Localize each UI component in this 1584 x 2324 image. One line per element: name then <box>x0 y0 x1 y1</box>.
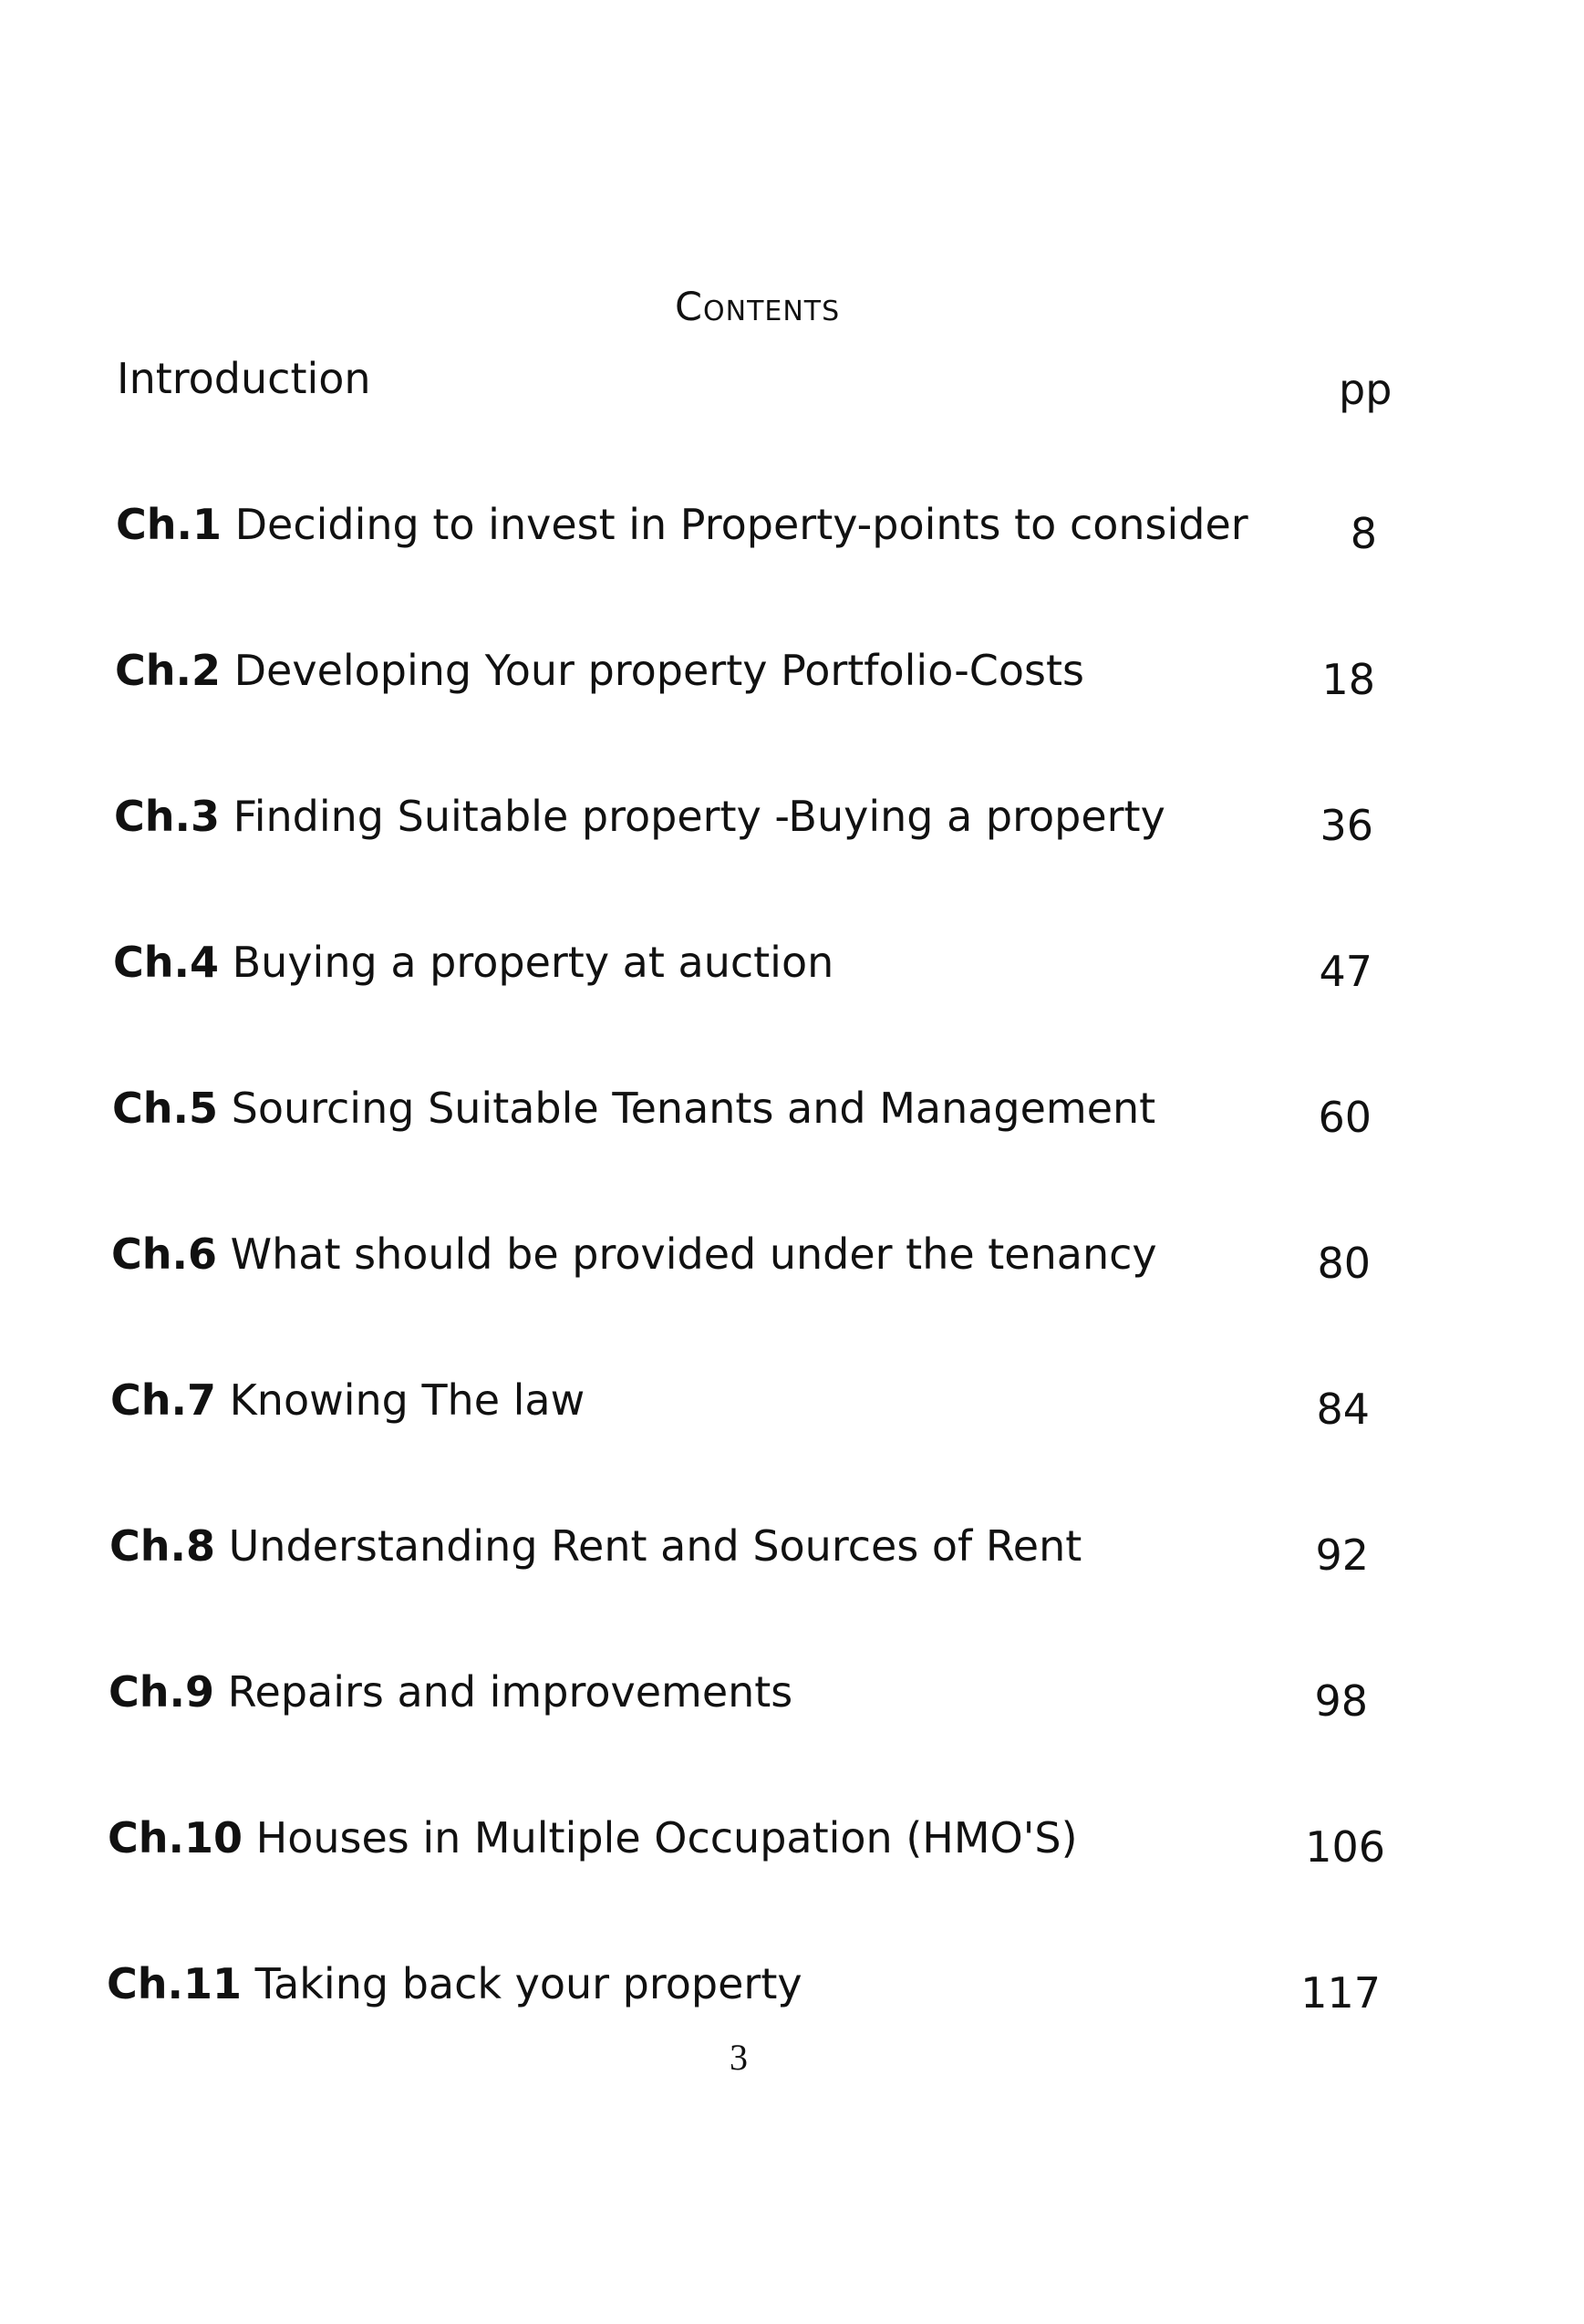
chapter-title: Sourcing Suitable Tenants and Management <box>218 1084 1156 1133</box>
chapter-title: Understanding Rent and Sources of Rent <box>215 1521 1082 1571</box>
toc-entry <box>114 792 1165 841</box>
chapter-title: Houses in Multiple Occupation (HMO'S) <box>243 1813 1078 1862</box>
chapter-title: Developing Your property Portfolio-Costs <box>221 646 1085 695</box>
chapter-number: Ch.9 <box>109 1667 214 1717</box>
pages-column-label: pp <box>1339 365 1392 414</box>
chapter-number: Ch.4 <box>113 938 219 987</box>
chapter-page: 84 <box>1316 1385 1370 1434</box>
chapter-number: Ch.6 <box>111 1229 217 1279</box>
toc-entry <box>112 1084 1155 1133</box>
toc-entry <box>113 938 833 987</box>
chapter-number: Ch.5 <box>112 1084 218 1133</box>
chapter-title: Deciding to invest in Property-points to consider <box>222 500 1248 549</box>
toc-entry <box>116 500 1248 549</box>
page-number: 3 <box>730 2037 748 2078</box>
chapter-number: Ch.2 <box>115 646 221 695</box>
chapter-page: 18 <box>1321 655 1375 704</box>
chapter-title: What should be provided under the tenancy <box>217 1229 1157 1279</box>
chapter-page: 106 <box>1305 1822 1385 1872</box>
chapter-number: Ch.11 <box>107 1959 242 2008</box>
chapter-page: 47 <box>1319 947 1372 996</box>
toc-entry <box>108 1813 1078 1862</box>
chapter-page: 92 <box>1315 1530 1369 1580</box>
chapter-number: Ch.8 <box>109 1521 215 1571</box>
chapter-title: Buying a property at auction <box>219 938 834 987</box>
chapter-number: Ch.7 <box>110 1375 216 1425</box>
chapter-page: 117 <box>1300 1968 1381 2018</box>
chapter-page: 98 <box>1314 1676 1368 1726</box>
toc-entry <box>111 1229 1157 1279</box>
toc-entry <box>107 1959 802 2008</box>
chapter-title: Finding Suitable property -Buying a property <box>220 792 1165 841</box>
chapter-page: 80 <box>1317 1239 1371 1288</box>
introduction-entry: Introduction <box>117 354 371 403</box>
toc-entry <box>115 646 1084 695</box>
chapter-page: 8 <box>1350 509 1377 558</box>
chapter-title: Repairs and improvements <box>214 1667 793 1717</box>
chapter-number: Ch.1 <box>116 500 222 549</box>
chapter-number: Ch.10 <box>108 1813 243 1862</box>
chapter-page: 60 <box>1318 1093 1372 1142</box>
chapter-title: Knowing The law <box>216 1375 585 1425</box>
toc-entry <box>110 1375 585 1425</box>
chapter-title: Taking back your property <box>242 1959 802 2008</box>
contents-heading: Contents <box>675 285 841 330</box>
chapter-page: 36 <box>1320 801 1373 850</box>
toc-entry <box>109 1521 1082 1571</box>
chapter-number: Ch.3 <box>114 792 220 841</box>
toc-entry <box>109 1667 792 1717</box>
